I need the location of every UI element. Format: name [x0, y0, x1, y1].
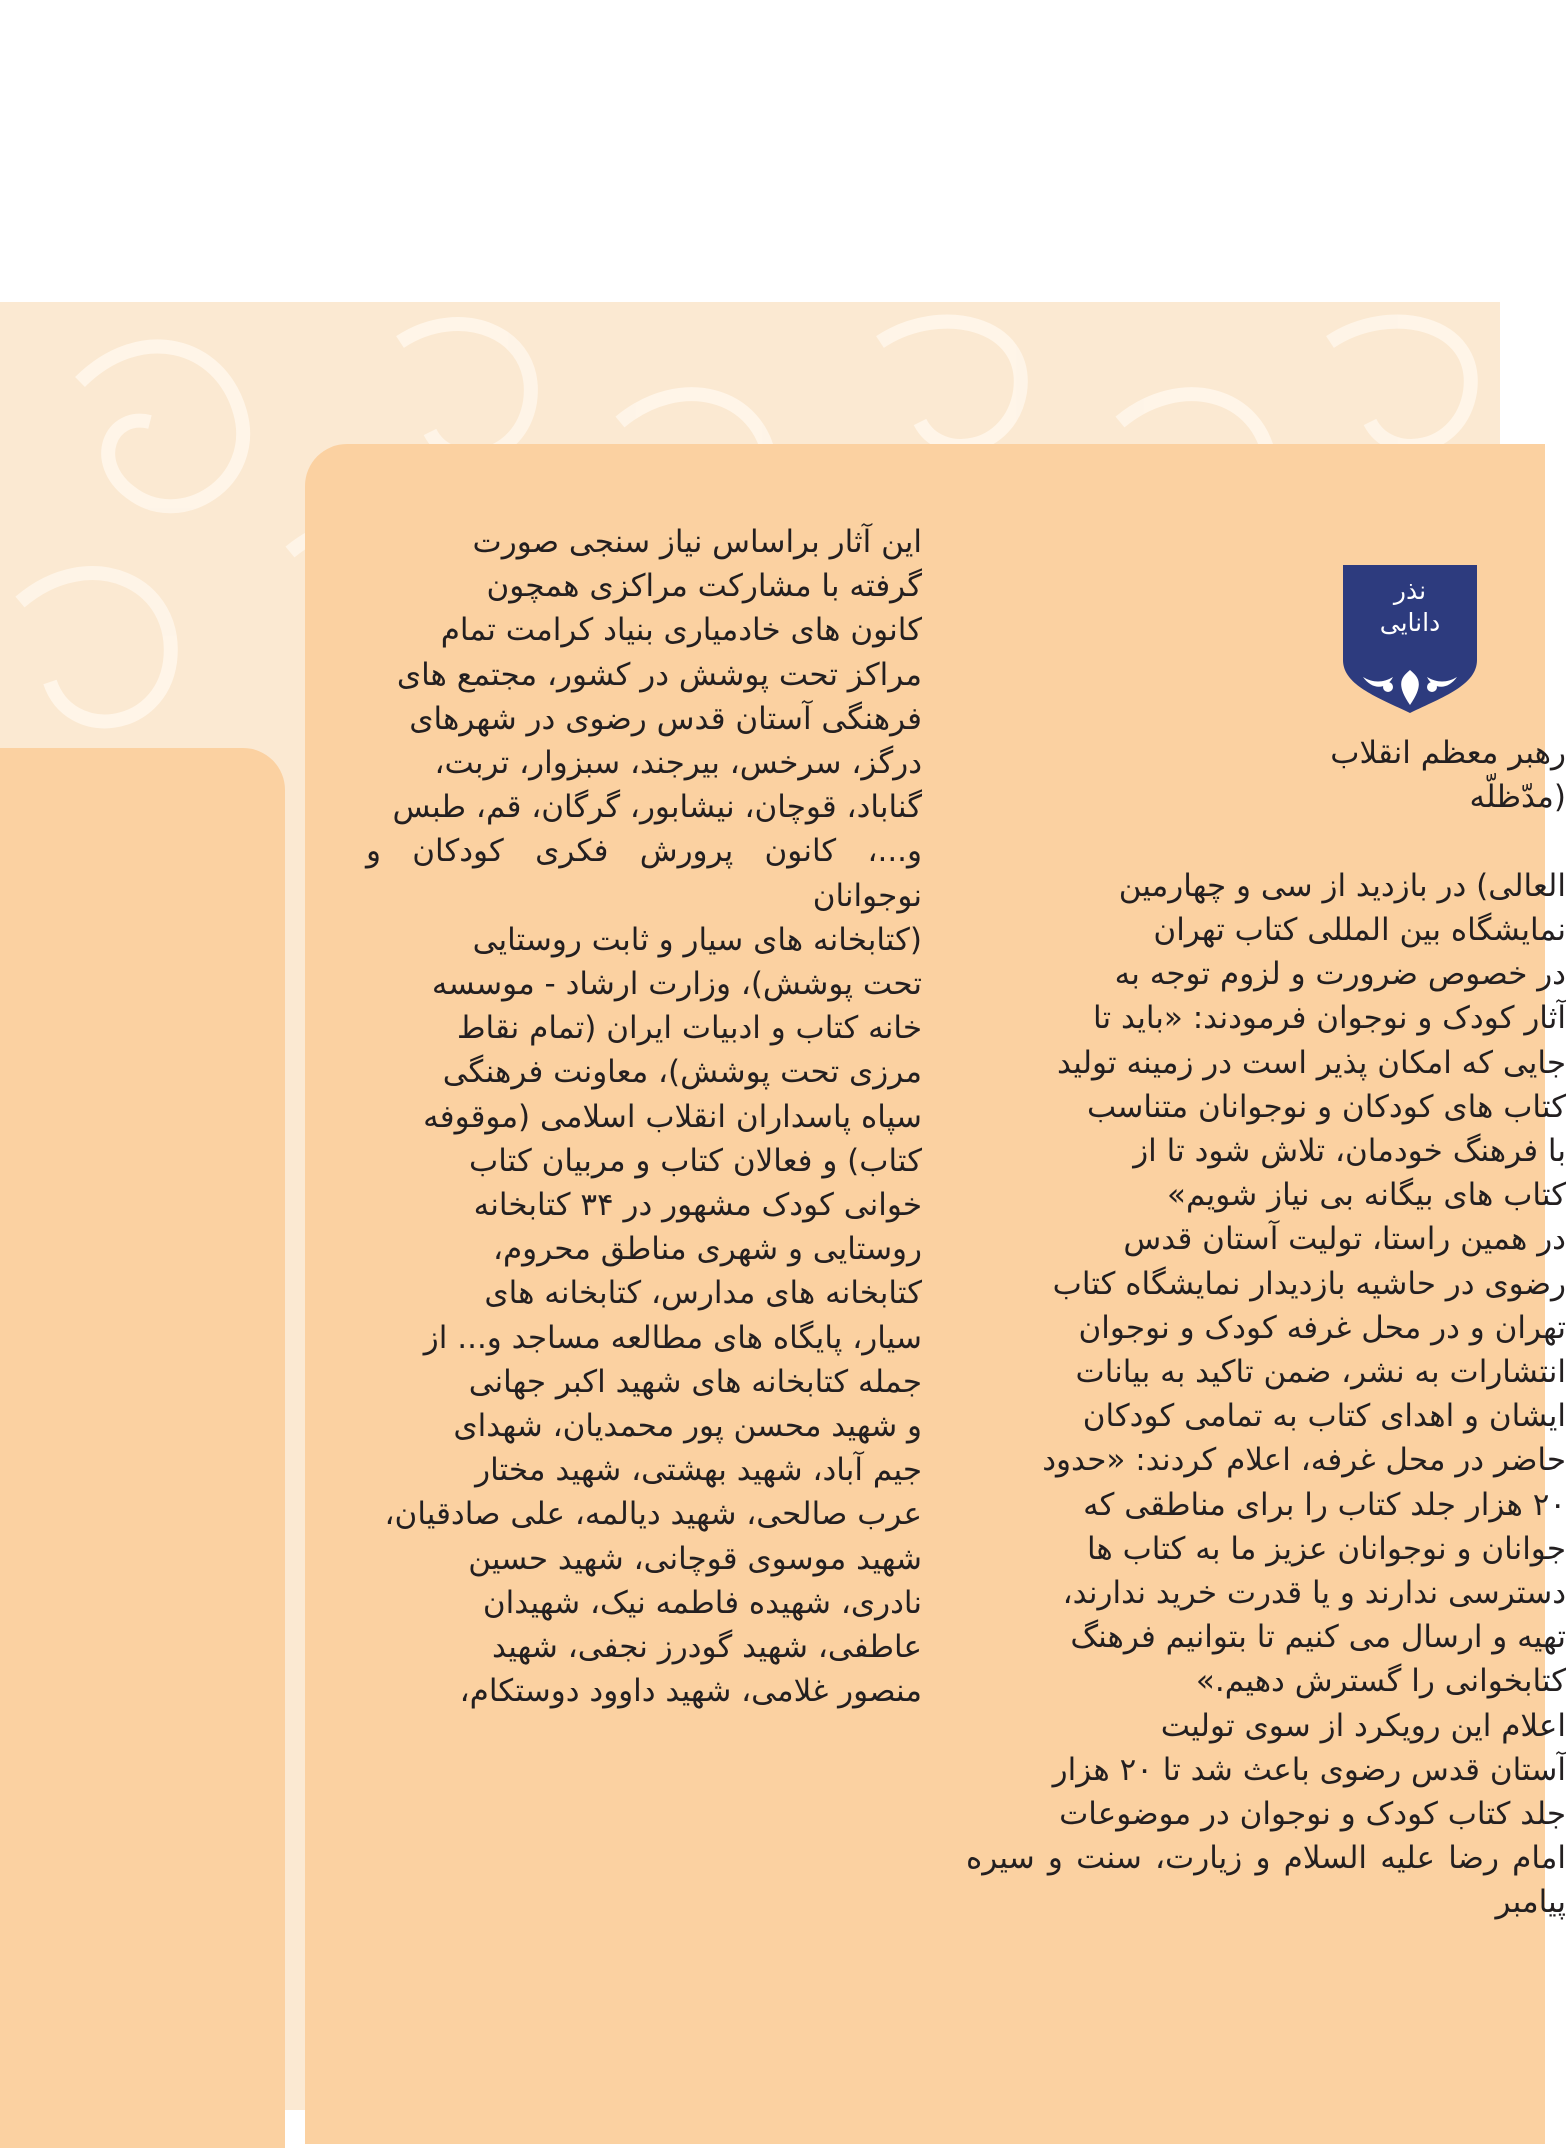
article-column-left: این آثار براساس نیاز سنجی صورت گرفته با مشارکت مراکزی همچون کانون های خادمیاری بنیاد کرامت تمام مراکز تحت پوشش در کشور، مجتمع های فرهنگی آستان قدس رضوی در شهرهای درگز، سرخس، بیرجند، سبزوار، تربت، گناباد، قوچان، نیشابور، گرگان، قم، طبس و...، کانون پرورش فکری کودکان و نوجوانان (کتابخانه های سیار و ثابت روستایی تحت پوشش)، وزارت ارشاد - موسسه خانه کتاب و ادبیات ایران (تمام نقاط مرزی تحت پوشش)، معاونت فرهنگی سپاه پاسداران انقلاب اسلامی (موقوفه کتاب) و فعالان کتاب و مربیان کتاب خوانی کودک مشهور در ۳۴ کتابخانه روستایی و شهری مناطق محروم، کتابخانه های مدارس، کتابخانه های سیار، پایگاه های مطالعه مساجد و... از جمله کتابخانه های شهید اکبر جهانی و شهید محسن پور محمدیان، شهدای جیم آباد، شهید بهشتی، شهید مختار عرب صالحی، شهید دیالمه، علی صادقیان، شهید موسوی قوچانی، شهید حسین نادری، شهیده فاطمه نیک، شهیدان عاطفی، شهید گودرز نجفی، شهید منصور غلامی، شهید داوود دوستکام،: [366, 524, 922, 1710]
left-side-panel: [0, 748, 285, 2148]
article-column-right: [966, 687, 1566, 1925]
badge-line-2: دانایی: [1379, 608, 1441, 637]
article-column-right-text: العالی) در بازدید از سی و چهارمین نمایشگاه بین المللی کتاب تهران در خصوص ضرورت و لزوم توجه به آثار کودک و نوجوان فرمودند: «باید تا جایی که امکان پذیر است در زمینه تولید کتاب های کودکان و نوجوانان متناسب با فرهنگ خودمان، تلاش شود تا از کتاب های بیگانه بی نیاز شویم» در همین راستا، تولیت آستان قدس رضوی در حاشیه بازدیدار نمایشگاه کتاب تهران و در محل غرفه کودک و نوجوان انتشارات به نشر، ضمن تاکید به بیانات ایشان و اهدای کتاب به تمامی کودکان حاضر در محل غرفه، اعلام کردند: «حدود ۲۰ هزار جلد کتاب را برای مناطقی که جوانان و نوجوانان عزیز ما به کتاب ها دسترسی ندارند و یا قدرت خرید ندارند، تهیه و ارسال می کنیم تا بتوانیم فرهنگ کتابخوانی را گسترش دهیم.» اعلام این رویکرد از سوی تولیت آستان قدس رضوی باعث شد تا ۲۰ هزار جلد کتاب کودک و نوجوان در موضوعات امام رضا علیه السلام و زیارت، سنت و سیره پیامبر: [966, 867, 1566, 1921]
column-lead-line: رهبر معظم انقلاب (مدّظلّه: [1330, 735, 1566, 816]
badge-line-1: نذر: [1393, 576, 1427, 605]
badge-label: [1343, 575, 1477, 639]
